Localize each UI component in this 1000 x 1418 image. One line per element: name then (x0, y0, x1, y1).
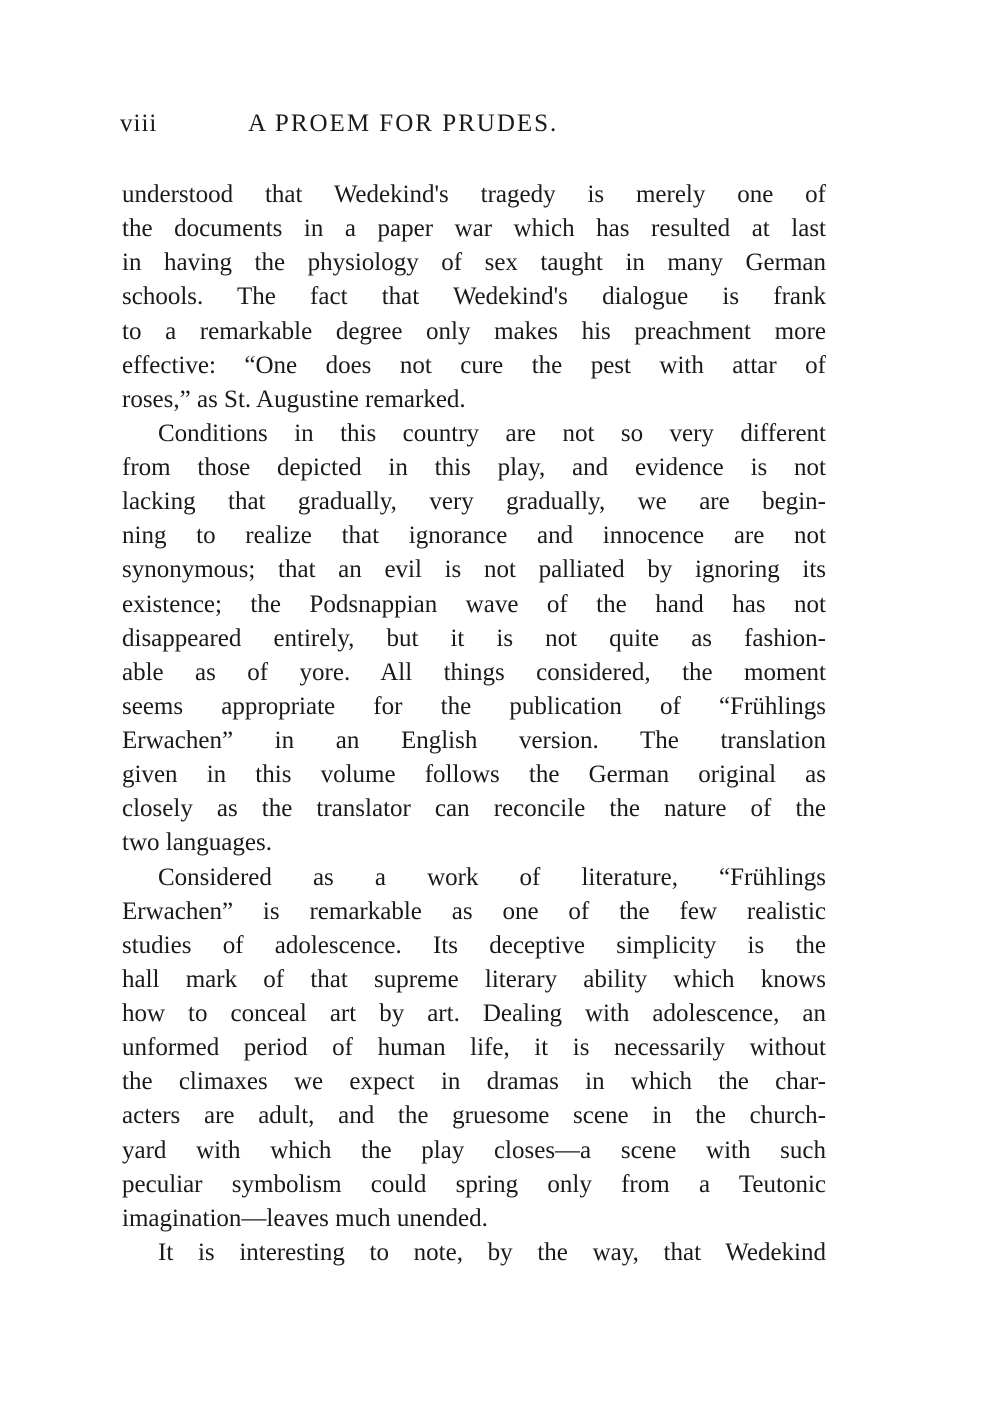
text-line: from those depicted in this play, and evidence is not (122, 454, 826, 481)
page-number: viii (120, 110, 158, 137)
text-line: acters are adult, and the gruesome scene in the church- (122, 1102, 826, 1130)
text-line: understood that Wedekind's tragedy is merely one of (122, 181, 826, 208)
text-line: closely as the translator can reconcile the nature of the (122, 795, 826, 823)
text-line: ning to realize that ignorance and innocence are not (122, 522, 826, 550)
text-line: the documents in a paper war which has resulted at last (122, 215, 826, 243)
text-line: to a remarkable degree only makes his preachment more (122, 317, 826, 345)
text-line: studies of adolescence. Its deceptive simplicity is the (122, 931, 826, 959)
text-line: lacking that gradually, very gradually, we are begin- (122, 488, 826, 516)
text-line: Conditions in this country are not so very different (158, 419, 826, 447)
text-line: able as of yore. All things considered, the moment (122, 658, 826, 686)
page-body-text (122, 178, 826, 1270)
text-line: how to conceal art by art. Dealing with adolescence, an (122, 1000, 826, 1027)
text-line: schools. The fact that Wedekind's dialogue is frank (122, 283, 826, 311)
text-line: Erwachen” is remarkable as one of the few realistic (122, 897, 826, 925)
text-line: It is interesting to note, by the way, that Wedekind (158, 1238, 826, 1266)
text-line: peculiar symbolism could spring only from a Teutonic (122, 1170, 826, 1198)
text-line: yard with which the play closes—a scene with such (122, 1136, 826, 1164)
text-line: the climaxes we expect in dramas in which the char- (122, 1068, 826, 1096)
text-line: seems appropriate for the publication of “Frühlings (122, 692, 826, 720)
text-line: hall mark of that supreme literary ability which knows (122, 965, 826, 993)
text-line: Erwachen” in an English version. The translation (122, 727, 826, 754)
text-line: in having the physiology of sex taught in many German (122, 249, 826, 277)
text-line: Considered as a work of literature, “Frühlings (158, 863, 826, 891)
text-line: given in this volume follows the German original as (122, 761, 826, 789)
text-line: two languages. (122, 829, 272, 857)
text-line: existence; the Podsnappian wave of the hand has not (122, 590, 826, 618)
running-title: A PROEM FOR PRUDES. (248, 110, 559, 137)
running-header (120, 110, 826, 146)
text-line: unformed period of human life, it is necessarily without (122, 1034, 826, 1062)
text-line: imagination—leaves much unended. (122, 1204, 488, 1232)
text-line: synonymous; that an evil is not palliated by ignoring its (122, 556, 826, 584)
text-line: disappeared entirely, but it is not quite as fashion- (122, 624, 826, 652)
text-line: effective: “One does not cure the pest with attar of (122, 351, 826, 379)
text-line: roses,” as St. Augustine remarked. (122, 385, 466, 413)
